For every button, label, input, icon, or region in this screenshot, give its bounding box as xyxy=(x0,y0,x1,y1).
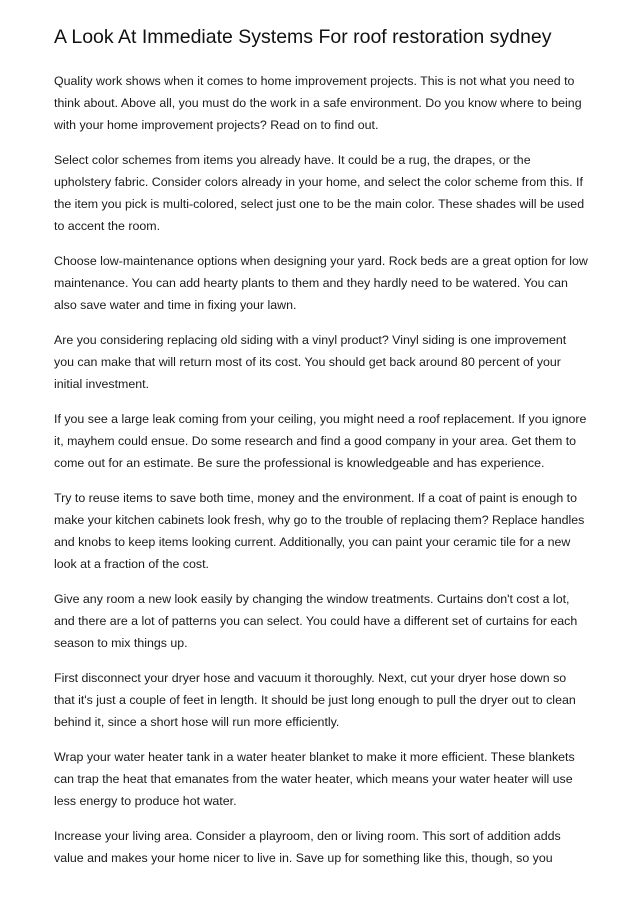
paragraph-8: First disconnect your dryer hose and vacuum it thoroughly. Next, cut your dryer hose down so that it's just a couple of feet in length. It should be just long enough to pull the dryer out to clean behind it, since a short hose will run more efficiently. xyxy=(54,671,576,729)
paragraph-1: Quality work shows when it comes to home improvement projects. This is not what you need to think about. Above all, you must do the work in a safe environment. Do you know where to being with your home improvement projects? Read on to find out. xyxy=(54,74,582,132)
paragraph-9: Wrap your water heater tank in a water heater blanket to make it more efficient. These blankets can trap the heat that emanates from the water heater, which means your water heater will use less energy to produce hot water. xyxy=(54,750,575,808)
paragraph-2: Select color schemes from items you already have. It could be a rug, the drapes, or the upholstery fabric. Consider colors already in your home, and select the color scheme from this. If the item you pick is multi-colored, select just one to be the main color. These shades will be used to accent the room. xyxy=(54,153,585,233)
paragraph-10: Increase your living area. Consider a playroom, den or living room. This sort of addition adds value and makes your home nicer to live in. Save up for something like this, though, so you xyxy=(54,829,561,865)
document-title: A Look At Immediate Systems For roof restoration sydney xyxy=(54,26,552,48)
paragraph-5: If you see a large leak coming from your ceiling, you might need a roof replacement. If you ignore it, mayhem could ensue. Do some research and find a good company in your area. Get them to come out for an estimate. Be sure the professional is knowledgeable and has experience. xyxy=(54,412,587,470)
paragraph-3: Choose low-maintenance options when designing your yard. Rock beds are a great option for low maintenance. You can add hearty plants to them and they hardly need to be watered. You can also save water and time in fixing your lawn. xyxy=(54,254,588,312)
paragraph-4: Are you considering replacing old siding with a vinyl product? Vinyl siding is one improvement you can make that will return most of its cost. You should get back around 80 percent of your initial investment. xyxy=(54,333,567,391)
paragraph-6: Try to reuse items to save both time, money and the environment. If a coat of paint is enough to make your kitchen cabinets look fresh, why go to the trouble of replacing them? Replace handles and knobs to keep items looking current. Additionally, you can paint your ceramic tile for a new look at a fraction of the cost. xyxy=(54,491,585,571)
document-page xyxy=(54,24,589,882)
paragraph-7: Give any room a new look easily by changing the window treatments. Curtains don't cost a lot, and there are a lot of patterns you can select. You could have a different set of curtains for each season to mix things up. xyxy=(54,592,578,650)
